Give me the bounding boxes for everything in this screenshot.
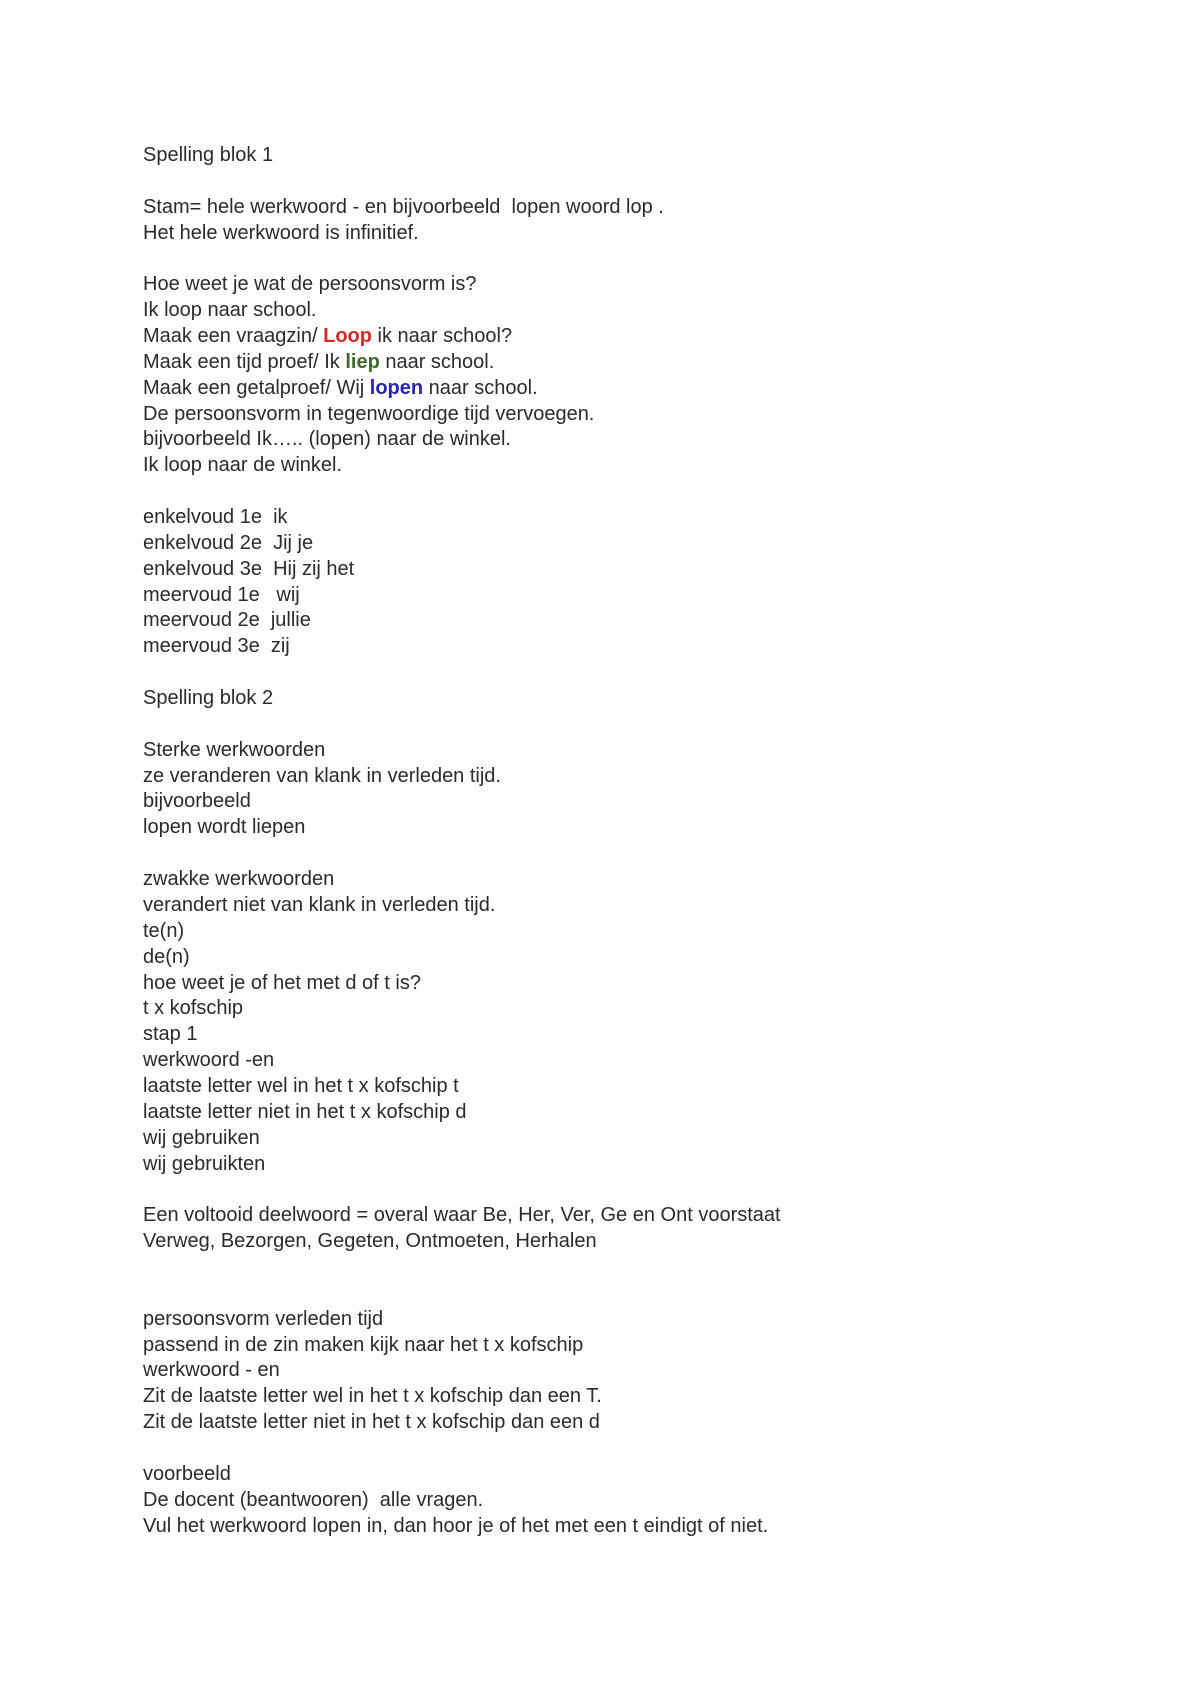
text-line: lopen wordt liepen: [143, 816, 306, 839]
text-section: [143, 505, 1200, 660]
text-span: ik naar school?: [371, 325, 513, 348]
text-line: stap 1: [143, 1023, 198, 1046]
text-line: [143, 324, 1200, 350]
highlighted-verb: lopen: [369, 376, 424, 399]
text-line: enkelvoud 2e Jij je: [143, 531, 314, 554]
text-line: de(n): [143, 945, 190, 968]
text-section: [143, 1307, 1200, 1436]
text-line: meervoud 1e wij: [143, 583, 300, 606]
text-line: enkelvoud 3e Hij zij het: [143, 557, 355, 580]
text-section: [143, 143, 1200, 169]
text-line: wij gebruikten: [143, 1152, 266, 1175]
text-line: Sterke werkwoorden: [143, 738, 326, 761]
text-line: De persoonsvorm in tegenwoordige tijd vervoegen.: [143, 402, 595, 425]
text-span: Maak een vraagzin/: [143, 325, 324, 348]
text-line: meervoud 2e jullie: [143, 609, 311, 632]
text-section: [143, 686, 1200, 712]
text-span: Maak een getalproef/ Wij: [143, 376, 370, 399]
text-line: Verweg, Bezorgen, Gegeten, Ontmoeten, Herhalen: [143, 1230, 597, 1253]
text-line: t x kofschip: [143, 997, 244, 1020]
text-line: Ik loop naar school.: [143, 299, 317, 322]
text-section: [143, 195, 1200, 247]
text-line: laatste letter niet in het t x kofschip d: [143, 1100, 467, 1123]
text-line: Zit de laatste letter wel in het t x kofschip dan een T.: [143, 1385, 602, 1408]
text-line: Hoe weet je wat de persoonsvorm is?: [143, 273, 477, 296]
text-section: [143, 738, 1200, 841]
text-line: Stam= hele werkwoord - en bijvoorbeeld lopen woord lop .: [143, 195, 664, 218]
text-line: werkwoord - en: [143, 1359, 280, 1382]
text-line: [143, 376, 1200, 402]
text-line: persoonsvorm verleden tijd: [143, 1307, 384, 1330]
text-line: bijvoorbeeld: [143, 790, 251, 813]
text-line: verandert niet van klank in verleden tijd.: [143, 893, 496, 916]
text-line: bijvoorbeeld Ik….. (lopen) naar de winkel.: [143, 428, 511, 451]
text-section: [143, 867, 1200, 1177]
highlighted-verb: liep: [345, 350, 380, 373]
text-line: zwakke werkwoorden: [143, 868, 335, 891]
text-section: [143, 272, 1200, 479]
text-line: wij gebruiken: [143, 1126, 260, 1149]
highlighted-verb: Loop: [323, 325, 372, 348]
text-line: ze veranderen van klank in verleden tijd.: [143, 764, 501, 787]
text-span: naar school.: [379, 350, 495, 373]
text-line: laatste letter wel in het t x kofschip t: [143, 1074, 459, 1097]
text-line: De docent (beantwooren) alle vragen.: [143, 1488, 484, 1511]
text-line: Ik loop naar de winkel.: [143, 454, 343, 477]
text-line: passend in de zin maken kijk naar het t x kofschip: [143, 1333, 584, 1356]
text-line: enkelvoud 1e ik: [143, 506, 288, 529]
text-line: Een voltooid deelwoord = overal waar Be, Her, Ver, Ge en Ont voorstaat: [143, 1204, 781, 1227]
text-line: te(n): [143, 919, 185, 942]
text-line: Vul het werkwoord lopen in, dan hoor je of het met een t eindigt of niet.: [143, 1514, 769, 1537]
text-line: werkwoord -en: [143, 1049, 275, 1072]
section-heading: Spelling blok 1: [143, 144, 274, 166]
text-section: [143, 1203, 1200, 1255]
text-span: naar school.: [423, 376, 538, 399]
text-section: [143, 1462, 1200, 1540]
text-line: Het hele werkwoord is infinitief.: [143, 221, 419, 244]
text-span: Maak een tijd proef/ Ik: [143, 350, 346, 373]
section-heading: Spelling blok 2: [143, 687, 274, 710]
text-line: hoe weet je of het met d of t is?: [143, 971, 421, 994]
text-line: voorbeeld: [143, 1462, 231, 1485]
text-line: Zit de laatste letter niet in het t x kofschip dan een d: [143, 1411, 600, 1434]
text-line: [143, 350, 1200, 376]
text-line: meervoud 3e zij: [143, 635, 290, 658]
